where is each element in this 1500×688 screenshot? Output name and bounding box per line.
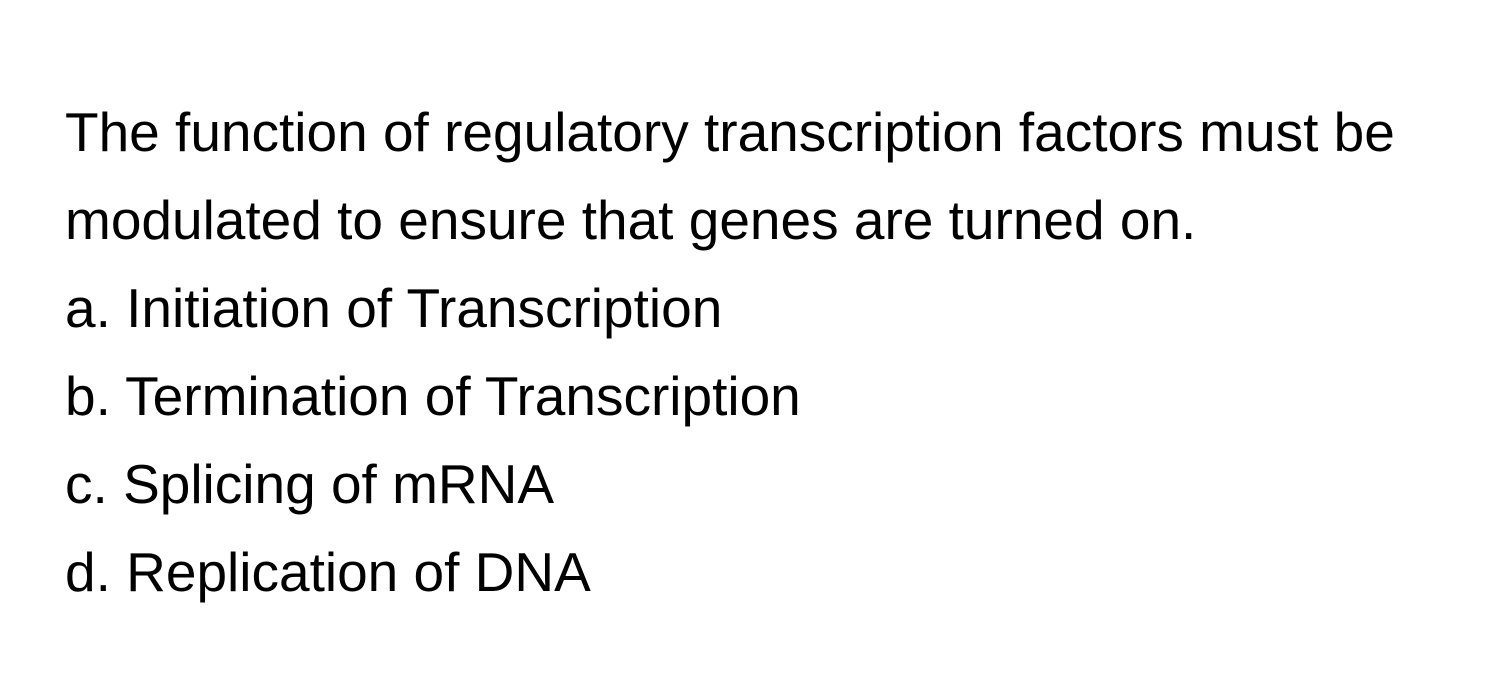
option-text: Replication of DNA [126,541,591,603]
option-letter: a. [65,277,111,339]
option-a [65,264,1465,352]
option-b [65,352,1465,440]
option-text: Splicing of mRNA [123,453,555,515]
option-letter: d. [65,541,111,603]
option-text: Termination of Transcription [125,365,801,427]
option-letter: b. [65,365,111,427]
question-card [65,88,1465,616]
option-letter: c. [65,453,108,515]
option-c [65,440,1465,528]
question-stem: The function of regulatory transcription factors must be modulated to ensure that genes are turned on. [65,101,1395,251]
option-text: Initiation of Transcription [126,277,723,339]
option-d [65,528,1465,616]
answer-options [65,264,1465,616]
